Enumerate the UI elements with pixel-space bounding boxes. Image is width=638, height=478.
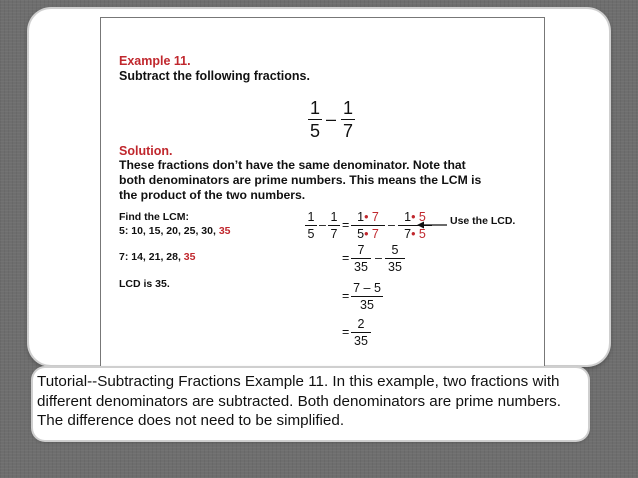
denominator: 35 xyxy=(354,334,368,348)
denominator: 35 xyxy=(354,260,368,274)
lcd-statement: LCD is 35. xyxy=(119,278,170,290)
caption-text: Tutorial--Subtracting Fractions Example 11. In this example, two fractions with different denominators are subtracted. Both denominators are prime numbers. The difference does not need to be simplified. xyxy=(37,373,561,429)
base: 5 xyxy=(357,227,365,241)
step1-minus-2: – xyxy=(388,218,395,232)
arrow-left-icon xyxy=(417,220,447,230)
step4-equals: = xyxy=(342,325,350,339)
multiplier: • 7 xyxy=(364,227,379,241)
numerator: 1 xyxy=(342,98,353,118)
solution-heading: Solution. xyxy=(119,144,173,158)
step2-fraction-b xyxy=(385,243,405,274)
step1-fraction-b xyxy=(328,210,340,241)
multiples-text: 5: 10, 15, 20, 25, 30, xyxy=(119,225,219,237)
fraction-bar xyxy=(351,225,385,226)
numerator: 7 xyxy=(357,243,365,257)
solution-line: the product of the two numbers. xyxy=(119,188,306,202)
numerator: 2 xyxy=(357,317,365,331)
denominator: 35 xyxy=(388,260,402,274)
step3-fraction xyxy=(351,281,383,312)
slide-card xyxy=(29,9,609,365)
example-panel xyxy=(100,17,545,367)
use-lcd-note: Use the LCD. xyxy=(450,215,516,227)
multiplier: • 5 xyxy=(411,210,426,224)
base: 1 xyxy=(357,210,365,224)
lcm-multiples-5 xyxy=(119,225,231,237)
multiples-highlight: 35 xyxy=(218,225,231,237)
multiples-text: 7: 14, 21, 28, xyxy=(119,251,184,263)
numerator: 7 – 5 xyxy=(353,281,381,295)
fraction-bar xyxy=(308,119,322,120)
lcm-multiples-7 xyxy=(119,251,195,263)
example-title: Example 11. xyxy=(119,54,191,68)
numerator xyxy=(351,210,385,224)
caption-box xyxy=(33,368,588,440)
fraction-bar xyxy=(341,119,355,120)
denominator: 35 xyxy=(360,298,374,312)
solution-text xyxy=(119,158,481,203)
denominator: 7 xyxy=(342,121,353,141)
base: 1 xyxy=(404,210,412,224)
problem-minus: – xyxy=(326,109,337,129)
multiples-highlight: 35 xyxy=(183,251,196,263)
solution-line: These fractions don’t have the same denominator. Note that xyxy=(119,158,466,172)
fraction-bar xyxy=(305,225,317,226)
step3-equals: = xyxy=(342,289,350,303)
fraction-bar xyxy=(351,258,371,259)
fraction-bar xyxy=(385,258,405,259)
denominator: 5 xyxy=(307,227,315,241)
multiplier: • 7 xyxy=(364,210,379,224)
fraction-bar xyxy=(351,296,383,297)
denominator xyxy=(351,227,385,241)
step2-equals: = xyxy=(342,251,350,265)
step2-minus: – xyxy=(375,251,382,265)
denominator: 7 xyxy=(330,227,338,241)
multiplier: • 5 xyxy=(411,227,426,241)
step1-minus: – xyxy=(319,218,326,232)
numerator: 5 xyxy=(391,243,399,257)
problem-fraction-right xyxy=(341,98,355,141)
fraction-bar xyxy=(328,225,340,226)
step1-fraction-c xyxy=(351,210,385,241)
step1-equals: = xyxy=(342,218,350,232)
step1-fraction-a xyxy=(305,210,317,241)
step4-fraction xyxy=(351,317,371,348)
denominator: 5 xyxy=(309,121,320,141)
lcm-heading: Find the LCM: xyxy=(119,211,189,223)
step2-fraction-a xyxy=(351,243,371,274)
base: 7 xyxy=(404,227,412,241)
problem-fraction-left xyxy=(308,98,322,141)
numerator: 1 xyxy=(330,210,338,224)
numerator: 1 xyxy=(307,210,315,224)
solution-line: both denominators are prime numbers. This means the LCM is xyxy=(119,173,482,187)
numerator: 1 xyxy=(309,98,320,118)
fraction-bar xyxy=(351,332,371,333)
example-subtitle: Subtract the following fractions. xyxy=(119,69,310,83)
